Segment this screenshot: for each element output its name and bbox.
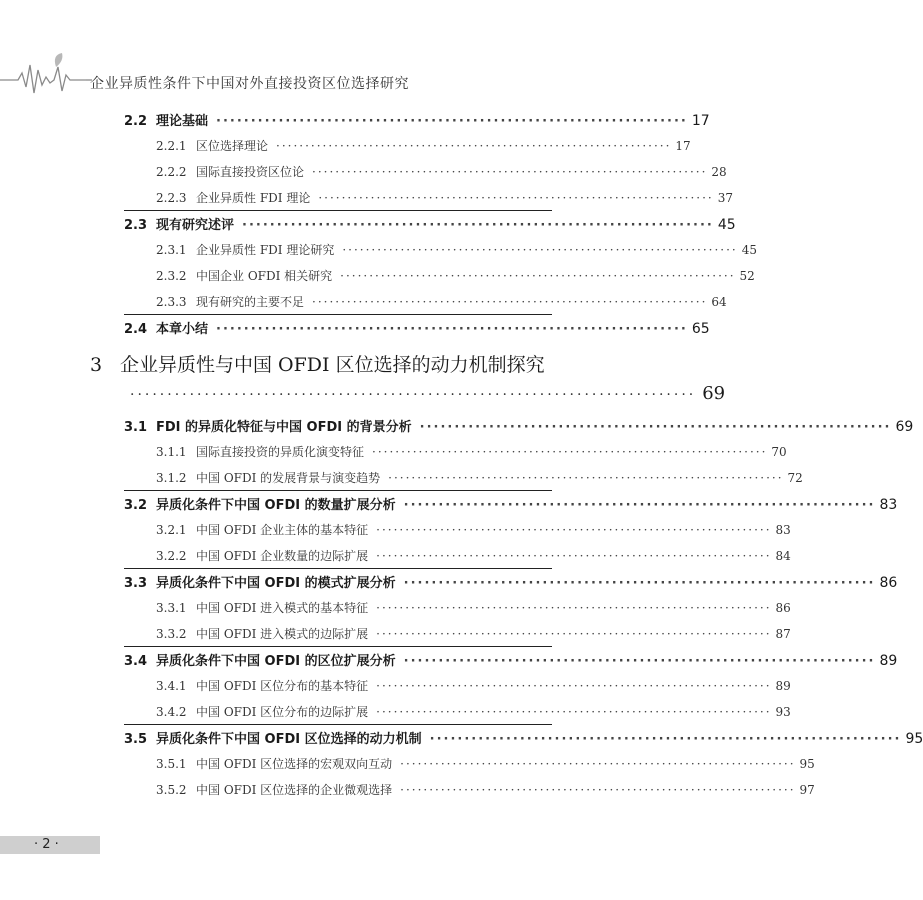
dot-leader: ···································································· [376,549,772,563]
section-number: 3.1.2 [156,471,187,485]
dot-leader: ···································································· [276,139,672,153]
section-title: 理论基础 [156,114,209,129]
section-rule [124,210,552,211]
dot-leader: ···································································· [403,576,876,591]
section-title: 本章小结 [156,322,209,337]
section-title: 中国 OFDI 企业数量的边际扩展 [196,549,369,563]
dot-leader: ···································································· [242,218,714,233]
dot-leader: ···································································· [376,705,772,719]
page-number: 45 [717,217,736,233]
section-number: 2.2 [124,114,148,129]
page-number: 86 [775,601,791,615]
page-number: 28 [711,165,727,179]
section-title: 中国 OFDI 企业主体的基本特征 [196,523,369,537]
page-number: 69 [702,383,726,404]
page-number: 97 [799,783,815,797]
section-title: 异质化条件下中国 OFDI 的模式扩展分析 [156,576,396,591]
section-title: 异质化条件下中国 OFDI 区位选择的动力机制 [156,732,422,747]
section-number: 2.2.1 [156,139,187,153]
section-number: 3.2 [124,498,148,513]
section-number: 3.4.2 [156,705,187,719]
toc-entry-3-4-1[interactable] [156,677,791,694]
dot-leader: ···································································· [388,471,784,485]
dot-leader: ···································································· [376,679,772,693]
section-number: 2.3.1 [156,243,187,257]
chapter-number: 3 [90,354,103,376]
section-number: 3.3 [124,576,148,591]
section-number: 3.1.1 [156,445,187,459]
section-rule [124,724,552,725]
toc-entry-2-2-3[interactable] [156,189,733,206]
section-title: 区位选择理论 [196,139,269,153]
dot-leader: ···································································· [312,295,708,309]
page-number: 45 [741,243,757,257]
toc-entry-3-3[interactable] [124,572,898,591]
toc-entry-3-2-2[interactable] [156,547,791,564]
toc-entry-3-4[interactable] [124,650,898,669]
dot-leader: ···································································· [403,654,876,669]
dot-leader: ············································································ [130,387,697,403]
section-rule [124,490,552,491]
dot-leader: ···································································· [400,783,796,797]
toc-chapter-3[interactable] [90,350,726,404]
section-title: FDI 的异质化特征与中国 OFDI 的背景分析 [156,420,412,435]
section-number: 3.5.1 [156,757,187,771]
dot-leader: ···································································· [400,757,796,771]
dot-leader: ···································································· [403,498,876,513]
page-number: 17 [691,113,710,129]
section-number: 3.1 [124,420,148,435]
page-number: 89 [879,653,898,669]
section-rule [124,568,552,569]
section-number: 2.3.3 [156,295,187,309]
toc-entry-3-3-2[interactable] [156,625,791,642]
page-number: 52 [739,269,755,283]
page-number: 86 [879,575,898,591]
section-title: 现有研究的主要不足 [196,295,305,309]
section-title: 中国 OFDI 进入模式的边际扩展 [196,627,369,641]
section-number: 3.4.1 [156,679,187,693]
dot-leader: ···································································· [342,243,738,257]
page-number: 65 [691,321,710,337]
page-number: 93 [775,705,791,719]
toc-entry-2-3-3[interactable] [156,293,727,310]
dot-leader: ···································································· [376,601,772,615]
toc-entry-2-3-1[interactable] [156,241,757,258]
page-number: 70 [771,445,787,459]
toc-entry-2-2[interactable] [124,110,710,129]
header-title: 企业异质性条件下中国对外直接投资区位选择研究 [90,76,409,92]
page-number: 89 [775,679,791,693]
dot-leader: ···································································· [429,732,902,747]
toc-entry-3-5-1[interactable] [156,755,815,772]
section-rule [124,314,552,315]
page-number: 83 [879,497,898,513]
toc-entry-3-2-1[interactable] [156,521,791,538]
section-number: 3.3.2 [156,627,187,641]
section-rule [124,646,552,647]
dot-leader: ···································································· [376,523,772,537]
section-number: 2.2.3 [156,191,187,205]
page-number: 17 [675,139,691,153]
section-number: 2.4 [124,322,148,337]
section-number: 3.5 [124,732,148,747]
toc-entry-2-4[interactable] [124,318,710,337]
section-number: 2.3.2 [156,269,187,283]
toc-entry-3-4-2[interactable] [156,703,791,720]
section-title: 中国 OFDI 的发展背景与演变趋势 [196,471,381,485]
dot-leader: ···································································· [216,322,688,337]
dot-leader: ···································································· [318,191,714,205]
section-title: 异质化条件下中国 OFDI 的区位扩展分析 [156,654,396,669]
toc-entry-2-2-2[interactable] [156,163,727,180]
section-title: 中国 OFDI 区位选择的企业微观选择 [196,783,393,797]
dot-leader: ···································································· [216,114,688,129]
toc-entry-2-2-1[interactable] [156,137,691,154]
section-title: 中国 OFDI 区位分布的基本特征 [196,679,369,693]
footer-page-number: · 2 · [34,837,59,852]
page-number: 95 [905,731,923,747]
section-number: 2.3 [124,218,148,233]
dot-leader: ···································································· [376,627,772,641]
section-title: 中国 OFDI 区位分布的边际扩展 [196,705,369,719]
page-number: 87 [775,627,791,641]
section-title: 国际直接投资的异质化演变特征 [196,445,365,459]
dot-leader: ···································································· [372,445,768,459]
section-number: 3.2.2 [156,549,187,563]
page-number: 64 [711,295,727,309]
section-number: 2.2.2 [156,165,187,179]
section-title: 中国企业 OFDI 相关研究 [196,269,333,283]
toc-entry-3-1-2[interactable] [156,469,803,486]
section-title: 现有研究述评 [156,218,235,233]
dot-leader: ···································································· [340,269,736,283]
toc-entry-3-1-1[interactable] [156,443,787,460]
section-title: 中国 OFDI 进入模式的基本特征 [196,601,369,615]
chapter-title: 企业异质性与中国 OFDI 区位选择的动力机制探究 [120,354,545,376]
toc-entry-3-2[interactable] [124,494,898,513]
toc-entry-3-5-2[interactable] [156,781,815,798]
section-title: 中国 OFDI 区位选择的宏观双向互动 [196,757,393,771]
page-number: 84 [775,549,791,563]
page-number: 69 [895,419,914,435]
section-number: 3.4 [124,654,148,669]
toc-entry-3-1[interactable] [124,416,914,435]
section-number: 3.2.1 [156,523,187,537]
section-number: 3.3.1 [156,601,187,615]
toc-entry-3-3-1[interactable] [156,599,791,616]
section-title: 企业异质性 FDI 理论研究 [196,243,335,257]
toc-entry-3-5[interactable] [124,728,923,747]
section-title: 企业异质性 FDI 理论 [196,191,311,205]
dot-leader: ···································································· [419,420,892,435]
page-number: 37 [717,191,733,205]
page-number: 95 [799,757,815,771]
section-number: 3.5.2 [156,783,187,797]
page-number: 72 [787,471,803,485]
dot-leader: ···································································· [312,165,708,179]
section-title: 国际直接投资区位论 [196,165,305,179]
toc-entry-2-3-2[interactable] [156,267,755,284]
page-number: 83 [775,523,791,537]
section-title: 异质化条件下中国 OFDI 的数量扩展分析 [156,498,396,513]
toc-entry-2-3[interactable] [124,214,736,233]
